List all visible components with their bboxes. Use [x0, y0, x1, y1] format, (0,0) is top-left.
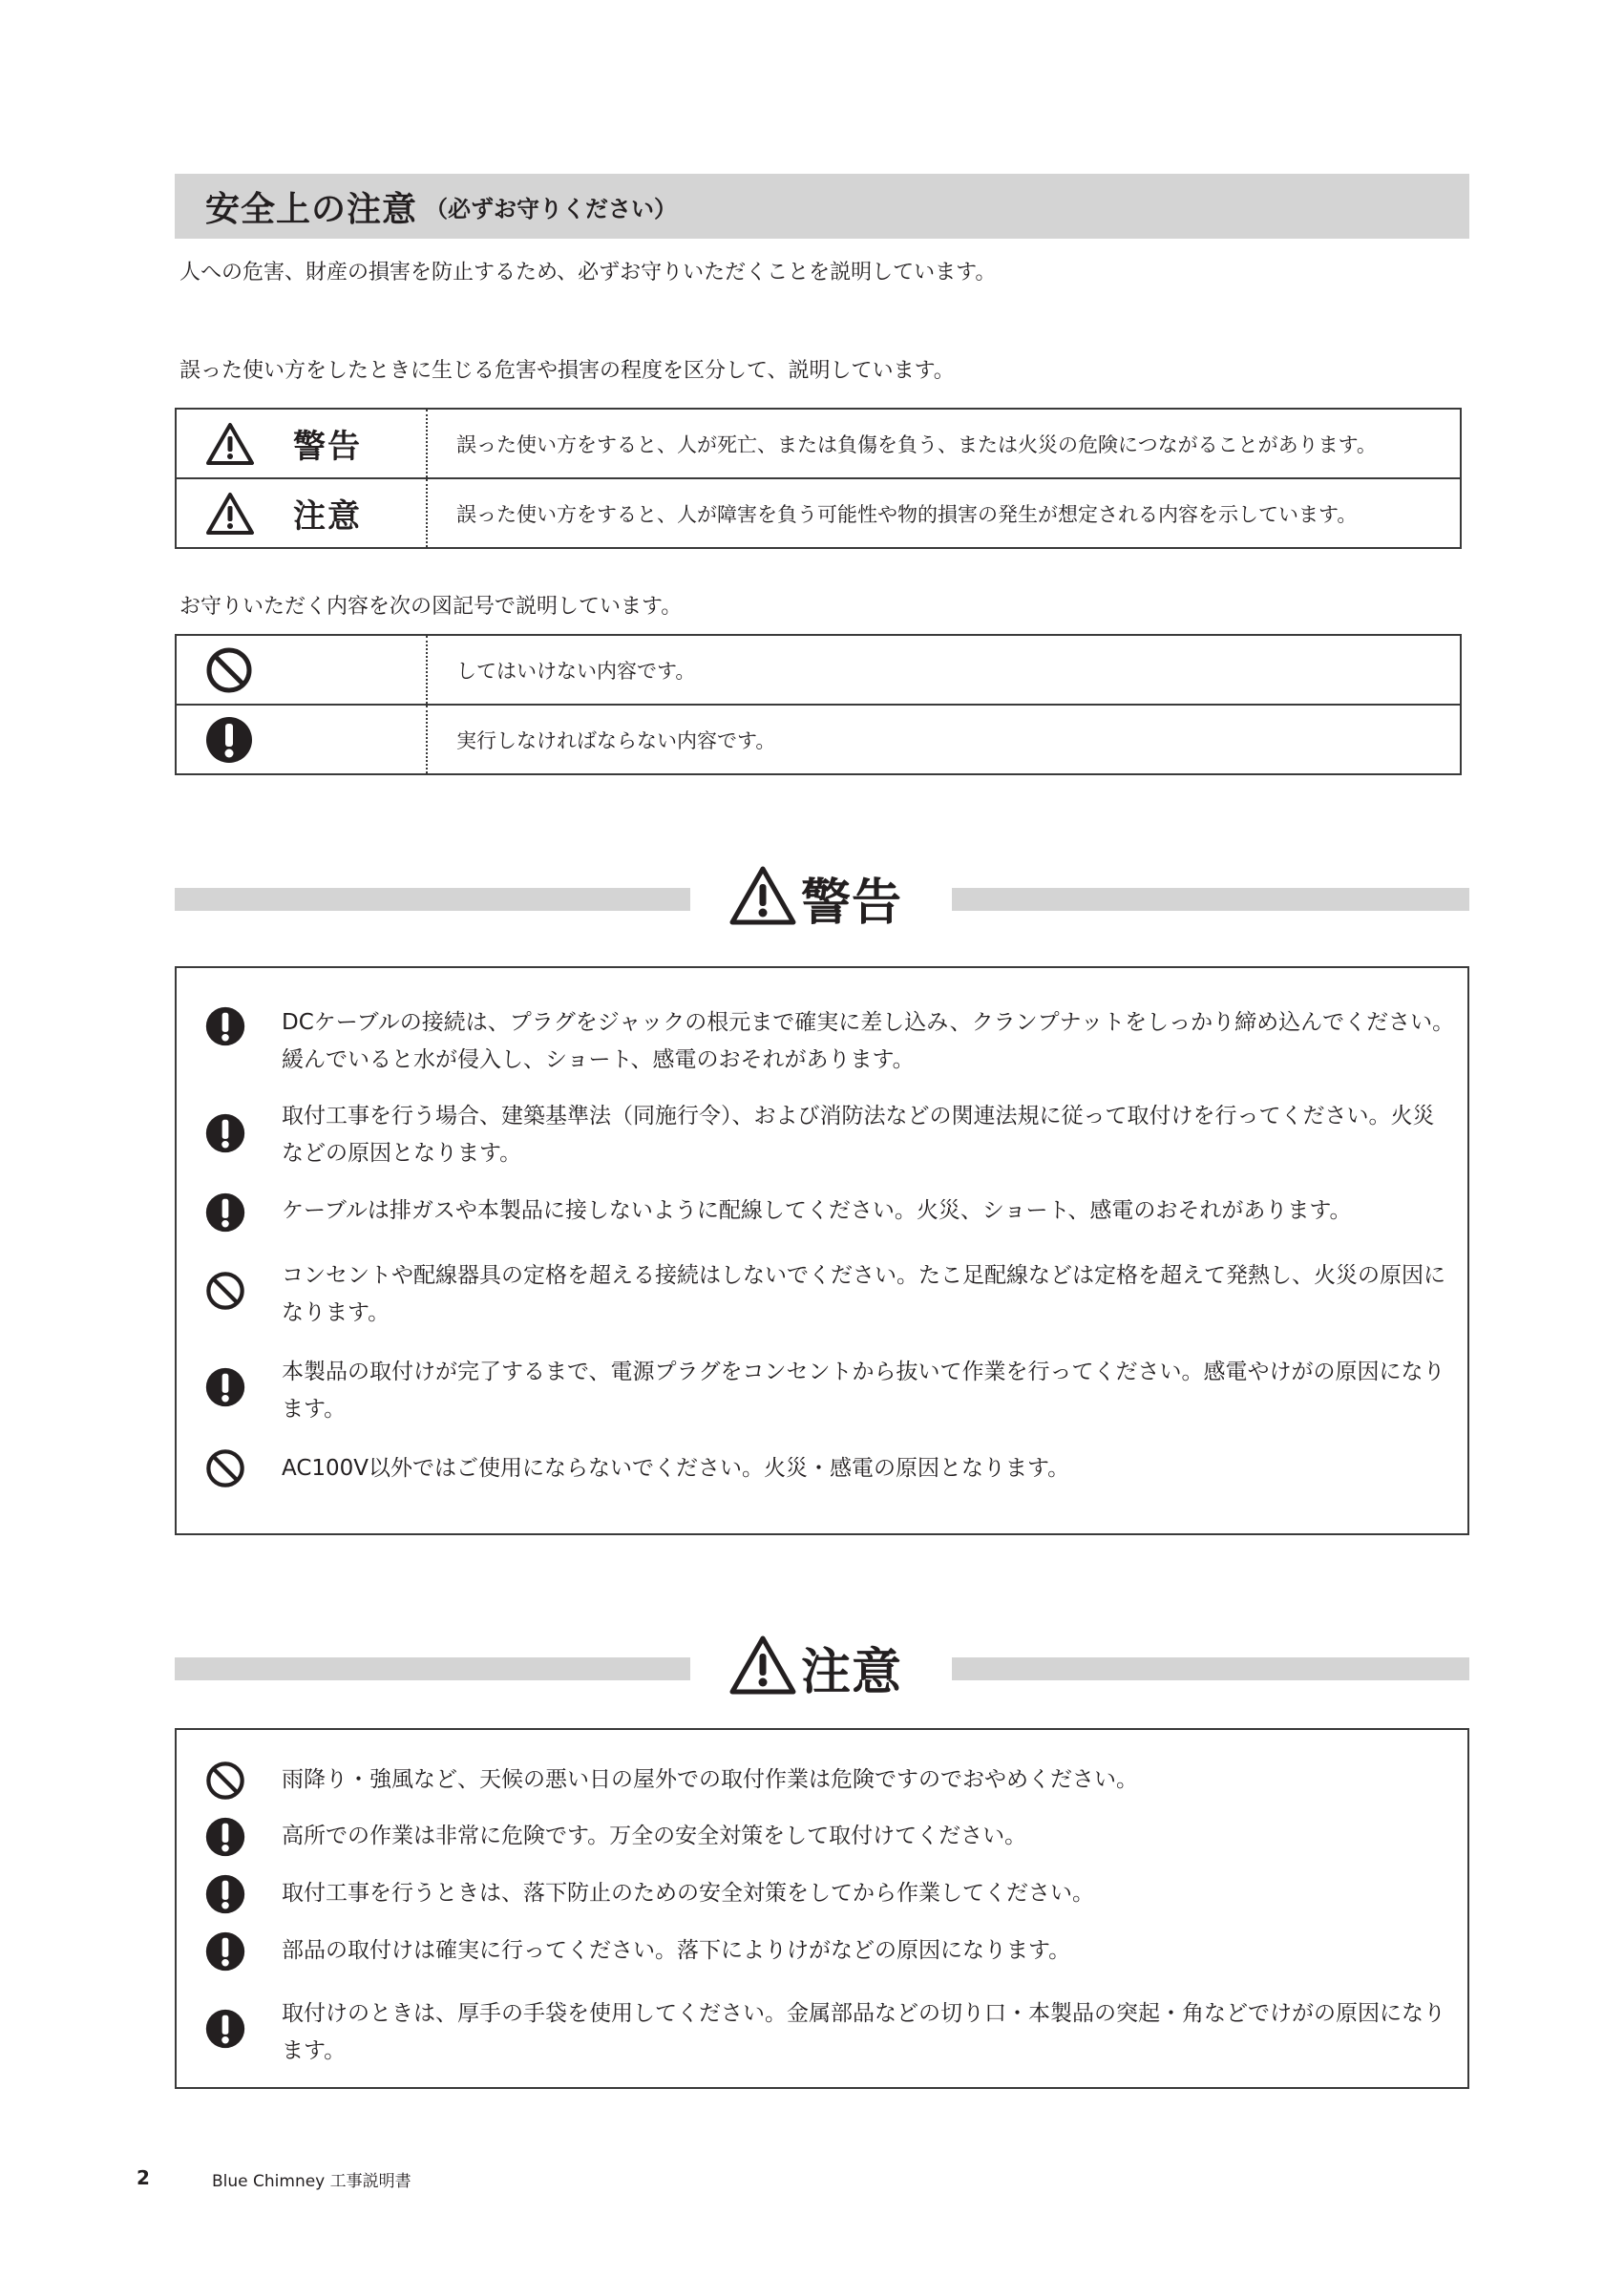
heading-rule-right	[952, 1657, 1469, 1680]
severity-desc-warning: 誤った使い方をすると、人が死亡、または負傷を負う、または火災の危険につながることがあります。	[456, 432, 1377, 456]
page-title: 安全上の注意	[205, 189, 418, 229]
warning-item-text: 本製品の取付けが完了するまで、電源プラグをコンセントから抜いて作業を行ってください。感電やけがの原因になります。	[282, 1360, 1445, 1422]
warning-item-text: コンセントや配線器具の定格を超える接続はしないでください。たこ足配線などは定格を超えて発熱し、火災の原因になります。	[282, 1263, 1445, 1325]
intro-text-2: 誤った使い方をしたときに生じる危害や損害の程度を区分して、説明しています。	[179, 359, 955, 383]
prohibition-icon	[205, 1448, 245, 1492]
mandatory-icon	[205, 1874, 245, 1918]
caution-item-text: 雨降り・強風など、天候の悪い日の屋外での取付作業は危険ですのでおやめください。	[282, 1767, 1138, 1792]
caution-section-title: 注意	[801, 1643, 903, 1701]
symbol-row-mandatory	[177, 704, 1460, 773]
severity-table	[175, 408, 1462, 549]
warning-box	[175, 966, 1469, 1535]
mandatory-icon	[205, 1006, 245, 1050]
severity-label-caution: 注意	[293, 497, 362, 536]
warning-triangle-icon	[728, 1635, 797, 1699]
warning-triangle-icon	[205, 492, 255, 536]
caution-box	[175, 1728, 1469, 2089]
heading-rule-right	[952, 888, 1469, 911]
warning-section-heading	[175, 859, 1469, 936]
symbol-desc-mandatory: 実行しなければならない内容です。	[456, 728, 776, 752]
mandatory-icon	[205, 1192, 245, 1236]
severity-label-warning: 警告	[293, 428, 362, 466]
mandatory-icon	[205, 716, 253, 764]
warning-item-text: AC100V以外ではご使用にならないでください。火災・感電の原因となります。	[282, 1456, 1070, 1481]
heading-rule-left	[175, 888, 690, 911]
mandatory-icon	[205, 2009, 245, 2053]
severity-row-caution	[177, 477, 1460, 547]
warning-item-text: ケーブルは排ガスや本製品に接しないように配線してください。火災、ショート、感電のおそれがあります。	[282, 1198, 1352, 1223]
warning-item-text: DCケーブルの接続は、プラグをジャックの根元まで確実に差し込み、クランプナットをしっかり締め込んでください。緩んでいると水が侵入し、ショート、感電のおそれがあります。	[282, 1010, 1455, 1072]
caution-item-text: 取付工事を行うときは、落下防止のための安全対策をしてから作業してください。	[282, 1881, 1094, 1906]
mandatory-icon	[205, 1113, 245, 1157]
warning-section-title: 警告	[801, 874, 903, 932]
warning-item-text: 取付工事を行う場合、建築基準法（同施行令）、および消防法などの関連法規に従って取付けを行ってください。火災などの原因となります。	[282, 1104, 1435, 1166]
warning-triangle-icon	[728, 865, 797, 930]
intro-text-1: 人への危害、財産の損害を防止するため、必ずお守りいただくことを説明しています。	[179, 261, 997, 285]
title-bar	[175, 174, 1469, 239]
prohibition-icon	[205, 646, 253, 694]
caution-item-text: 取付けのときは、厚手の手袋を使用してください。金属部品などの切り口・本製品の突起・角などでけがの原因になります。	[282, 2001, 1445, 2063]
caution-item-text: 高所での作業は非常に危険です。万全の安全対策をして取付けてください。	[282, 1824, 1027, 1848]
symbol-table	[175, 634, 1462, 775]
mandatory-icon	[205, 1931, 245, 1975]
severity-desc-caution: 誤った使い方をすると、人が障害を負う可能性や物的損害の発生が想定される内容を示しています。	[456, 502, 1358, 526]
mandatory-icon	[205, 1817, 245, 1861]
caution-section-heading	[175, 1629, 1469, 1705]
intro-text-3: お守りいただく内容を次の図記号で説明しています。	[179, 595, 683, 619]
page-subtitle: （必ずお守りください）	[425, 195, 678, 222]
severity-row-warning	[177, 410, 1460, 477]
prohibition-icon	[205, 1271, 245, 1315]
mandatory-icon	[205, 1367, 245, 1411]
symbol-desc-prohibited: してはいけない内容です。	[456, 659, 696, 683]
page-number: 2	[137, 2166, 150, 2189]
prohibition-icon	[205, 1761, 245, 1804]
symbol-row-prohibited	[177, 636, 1460, 704]
caution-item-text: 部品の取付けは確実に行ってください。落下によりけがなどの原因になります。	[282, 1938, 1071, 1963]
warning-triangle-icon	[205, 422, 255, 466]
footer-doc-title: Blue Chimney 工事説明書	[212, 2172, 411, 2191]
heading-rule-left	[175, 1657, 690, 1680]
